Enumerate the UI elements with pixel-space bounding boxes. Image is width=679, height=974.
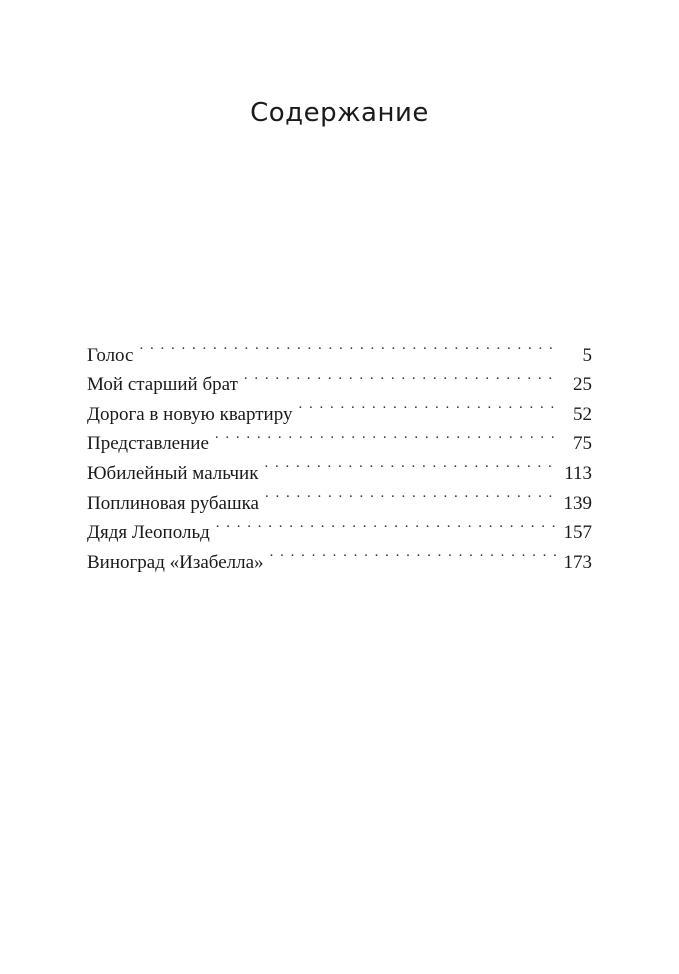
dot-leader [216, 509, 558, 539]
toc-entry-title: Дорога в новую квартиру [87, 403, 293, 425]
dot-leader [270, 538, 558, 568]
toc-entry-page: 5 [582, 344, 592, 366]
toc-entry-page: 173 [563, 551, 592, 573]
toc-entry [87, 361, 592, 396]
table-of-contents [87, 331, 592, 573]
toc-entry [87, 331, 592, 366]
toc-entry-page: 25 [573, 374, 592, 396]
dot-leader [298, 390, 560, 420]
toc-entry-page: 139 [563, 492, 592, 514]
toc-entry-page: 75 [573, 433, 592, 455]
dot-leader [264, 449, 558, 479]
toc-entry-title: Представление [87, 433, 209, 455]
toc-entry-title: Поплиновая рубашка [87, 492, 259, 514]
dot-leader [265, 479, 558, 509]
dot-leader [244, 361, 560, 391]
dot-leader [215, 420, 560, 450]
dot-leader [139, 331, 560, 361]
toc-entry-page: 157 [563, 522, 592, 544]
page-title: Содержание [250, 98, 429, 128]
toc-entry-title: Виноград «Изабелла» [87, 551, 264, 573]
toc-entry-title: Голос [87, 344, 134, 366]
toc-entry-title: Юбилейный мальчик [87, 462, 259, 484]
toc-entry-page: 113 [564, 462, 592, 484]
toc-entry-title: Дядя Леопольд [87, 522, 210, 544]
toc-entry-page: 52 [573, 403, 592, 425]
toc-entry-title: Мой старший брат [87, 374, 238, 396]
